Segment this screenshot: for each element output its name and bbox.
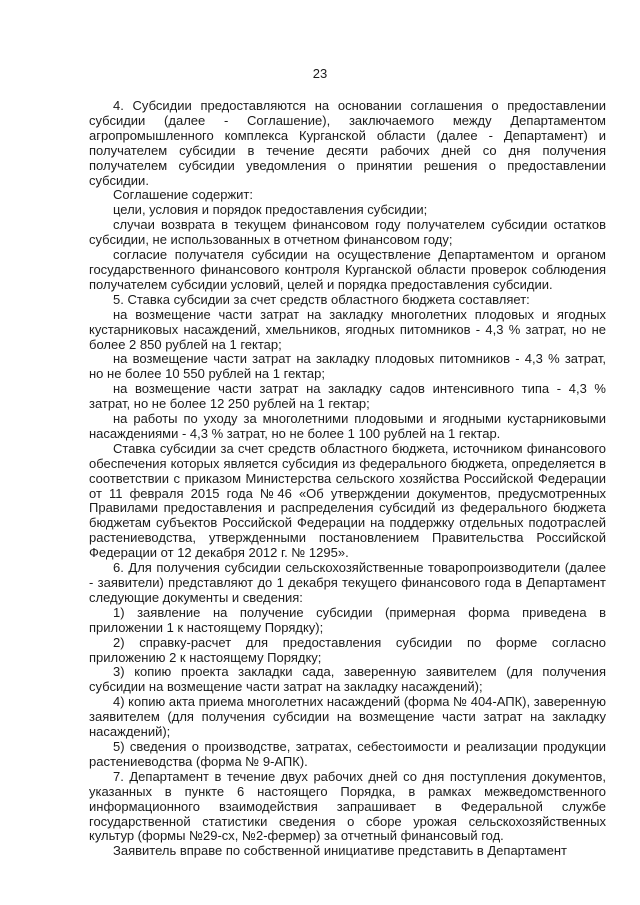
page-number: 23 [312,66,328,81]
paragraph-4: 4. Субсидии предоставляются на основании соглашения о предоставлении субсидии (далее - Соглашение), заключаемого между Департаментом агропромышленного комплекса Курганской области (далее - Департамент) и получателем субсидии в течение десяти рабочих дней со дня получения получателем субсидии уведомления о принятии решения о предоставлении субсидии. [89,98,606,188]
rate-intensive-gardens: на возмещение части затрат на закладку садов интенсивного типа - 4,3 % затрат, но не более 12 250 рублей на 1 гектар; [89,381,606,412]
paragraph-6: 6. Для получения субсидии сельскохозяйственные товаропроизводители (далее - заявители) представляют до 1 декабря текущего финансового года в Департамент следующие документы и сведения: [89,560,606,605]
document-item-1: 1) заявление на получение субсидии (примерная форма приведена в приложении 1 к настоящему Порядку); [89,604,606,635]
rate-maintenance: на работы по уходу за многолетними плодовыми и ягодными кустарниковыми насаждениями - 4,3 % затрат, но не более 1 100 рублей на 1 гектар. [89,411,606,441]
document-item-2: 2) справку-расчет для предоставления субсидии по форме согласно приложению 2 к настоящему Порядку; [89,634,606,665]
paragraph-agreement-contents: Соглашение содержит: [113,187,253,203]
paragraph-7: 7. Департамент в течение двух рабочих дней со дня поступления документов, указанных в пункте 6 настоящего Порядка, в рамках межведомственного информационного взаимодействия запрашивает в Федеральной службе государственной статистики сведения о сборе урожая сельскохозяйственных культур (формы №29-сх, №2-фермер) за отчетный финансовый год. [89,768,606,844]
document-body [89,99,606,859]
rate-orchards-berries: на возмещение части затрат на закладку многолетних плодовых и ягодных кустарниковых насаждений, хмельников, ягодных питомников - 4,3 % затрат, но не более 2 850 рублей на 1 гектар; [89,306,606,352]
rate-fruit-nurseries: на возмещение части затрат на закладку плодовых питомников - 4,3 % затрат, но не более 10 550 рублей на 1 гектар; [89,351,606,382]
paragraph-5: 5. Ставка субсидии за счет средств областного бюджета составляет: [113,291,530,307]
paragraph-consent: согласие получателя субсидии на осуществление Департаментом и органом государственного финансового контроля Курганской области проверок соблюдения получателем субсидии условий, целей и порядка предоставления субсидии. [89,247,606,292]
paragraph-refund-cases: случаи возврата в текущем финансовом году получателем субсидии остатков субсидии, не использованных в отчетном финансовом году; [89,217,606,248]
document-item-5: 5) сведения о производстве, затратах, себестоимости и реализации продукции растениеводства (форма № 9-АПК). [89,738,606,769]
paragraph-goals: цели, условия и порядок предоставления субсидии; [113,202,428,218]
document-item-4: 4) копию акта приема многолетних насаждений (форма № 404-АПК), заверенную заявителем (для получения субсидии на возмещение части затрат на закладку насаждений); [89,694,606,740]
document-item-3: 3) копию проекта закладки сада, заверенную заявителем (для получения субсидии на возмещение части затрат на закладку насаждений); [89,664,606,695]
paragraph-federal-rate: Ставка субсидии за счет средств областного бюджета, источником финансового обеспечения которых является субсидия из федерального бюджета, определяется в соответствии с приказом Министерства сельского хозяйства Российской Федерации от 11 февраля 2015 года №46 «Об утверждении документов, предусмотренных Правилами предоставления и распределения субсидий из федерального бюджета бюджетам субъектов Российской Федерации на поддержку отдельных подотраслей растениеводства, утвержденными постановлением Правительства Российской Федерации от 12 декабря 2012 г. № 1295». [89,440,606,561]
paragraph-applicant-right: Заявитель вправе по собственной инициативе представить в Департамент [113,843,567,859]
